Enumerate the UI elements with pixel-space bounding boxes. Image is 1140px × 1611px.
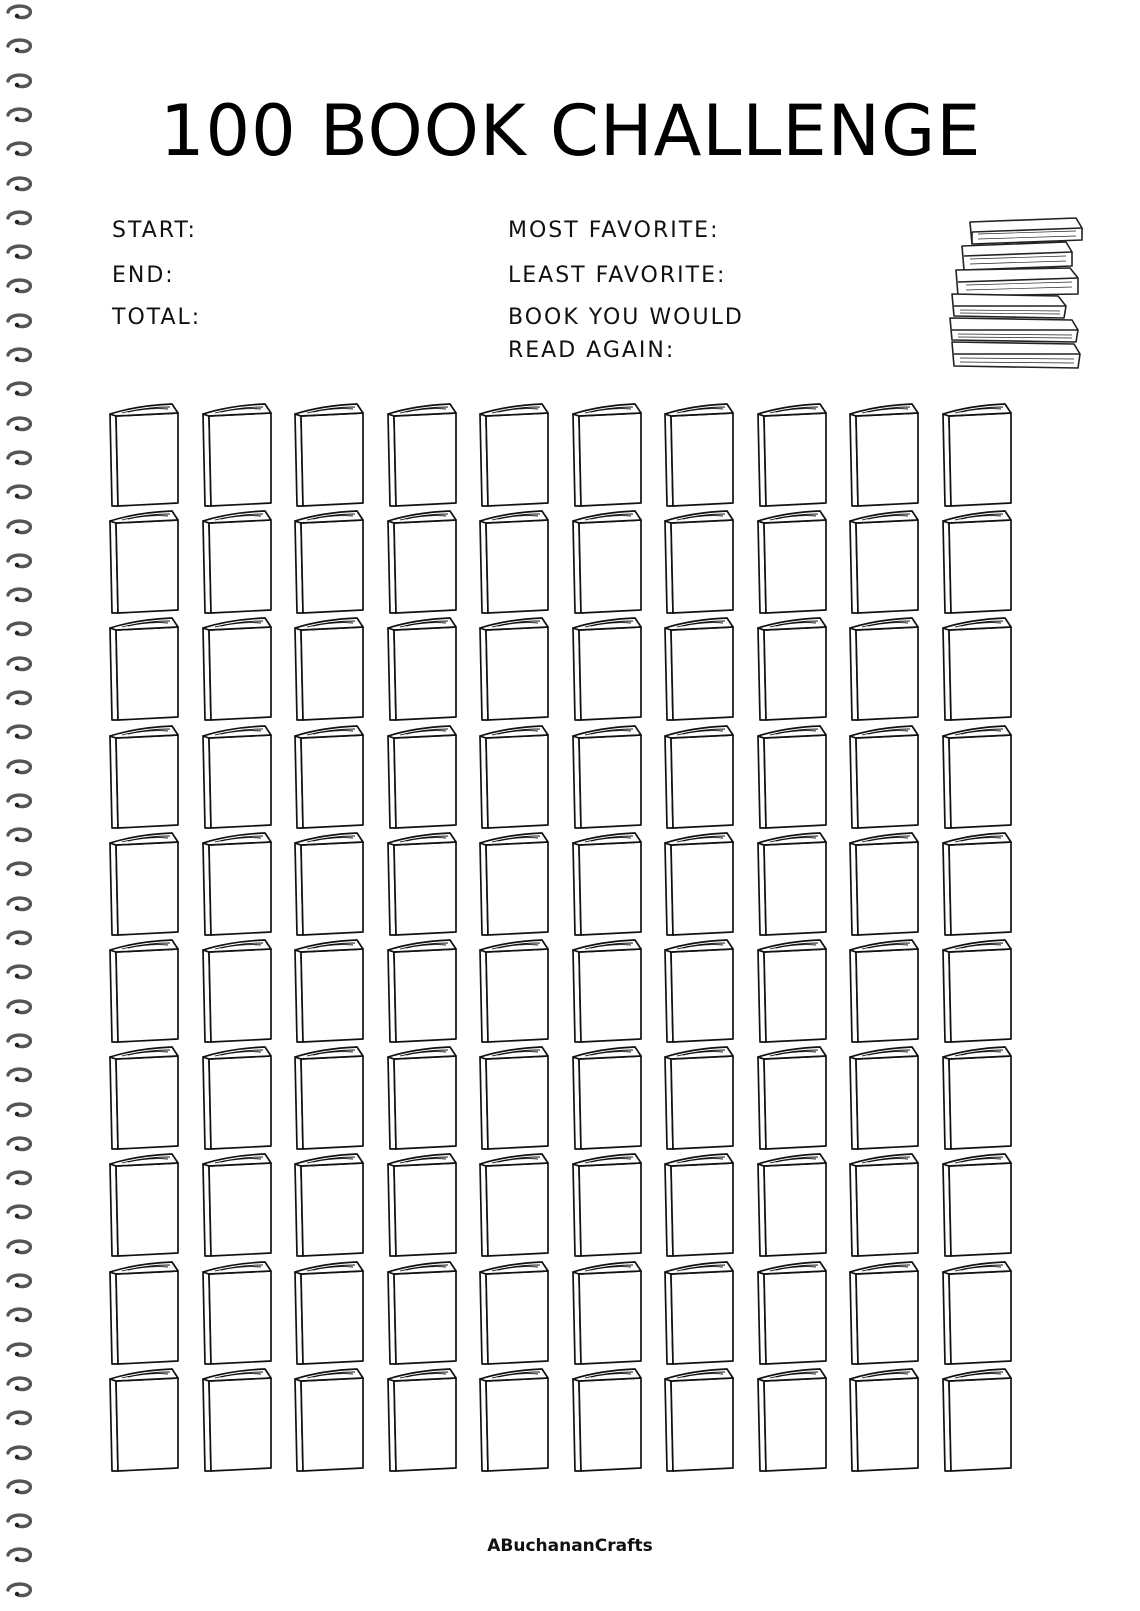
book-outline-icon <box>848 724 922 832</box>
spiral-ring-icon <box>6 1307 32 1323</box>
total-label: TOTAL: <box>112 305 202 330</box>
book-outline-icon <box>848 938 922 1046</box>
book-outline-icon <box>201 616 275 724</box>
book-outline-icon <box>663 1045 737 1153</box>
book-outline-icon <box>478 938 552 1046</box>
book-outline-icon <box>293 938 367 1046</box>
book-outline-icon <box>293 1367 367 1475</box>
book-outline-icon <box>293 1152 367 1260</box>
book-outline-icon <box>848 616 922 724</box>
spiral-ring-icon <box>6 450 32 466</box>
book-outline-icon <box>941 831 1015 939</box>
spiral-ring-icon <box>6 621 32 637</box>
read-again-label-line2: READ AGAIN: <box>508 338 676 363</box>
book-outline-icon <box>941 938 1015 1046</box>
book-outline-icon <box>293 616 367 724</box>
book-outline-icon <box>571 616 645 724</box>
book-tracker-grid <box>108 402 1048 1512</box>
book-outline-icon <box>756 509 830 617</box>
book-outline-icon <box>201 724 275 832</box>
book-outline-icon <box>386 1152 460 1260</box>
spiral-ring-icon <box>6 484 32 500</box>
spiral-ring-icon <box>6 1410 32 1426</box>
book-outline-icon <box>663 938 737 1046</box>
book-outline-icon <box>478 1367 552 1475</box>
book-outline-icon <box>571 831 645 939</box>
spiral-ring-icon <box>6 1445 32 1461</box>
book-outline-icon <box>941 1152 1015 1260</box>
book-outline-icon <box>386 1045 460 1153</box>
book-outline-icon <box>571 938 645 1046</box>
book-outline-icon <box>571 402 645 510</box>
book-outline-icon <box>571 1260 645 1368</box>
spiral-ring-icon <box>6 73 32 89</box>
book-outline-icon <box>848 1152 922 1260</box>
spiral-ring-icon <box>6 1273 32 1289</box>
least-favorite-label: LEAST FAVORITE: <box>508 263 727 288</box>
book-outline-icon <box>663 1260 737 1368</box>
spiral-ring-icon <box>6 1582 32 1598</box>
book-outline-icon <box>663 1152 737 1260</box>
book-outline-icon <box>571 509 645 617</box>
book-outline-icon <box>478 831 552 939</box>
book-outline-icon <box>756 938 830 1046</box>
book-outline-icon <box>848 509 922 617</box>
book-outline-icon <box>386 724 460 832</box>
book-outline-icon <box>108 724 182 832</box>
spiral-ring-icon <box>6 347 32 363</box>
book-outline-icon <box>663 509 737 617</box>
spiral-ring-icon <box>6 1513 32 1529</box>
book-outline-icon <box>941 1045 1015 1153</box>
footer-credit: ABuchananCrafts <box>487 1536 653 1556</box>
book-outline-icon <box>848 1260 922 1368</box>
book-outline-icon <box>108 831 182 939</box>
book-outline-icon <box>848 831 922 939</box>
book-outline-icon <box>108 1260 182 1368</box>
book-outline-icon <box>571 1152 645 1260</box>
spiral-ring-icon <box>6 861 32 877</box>
book-outline-icon <box>293 724 367 832</box>
spiral-ring-icon <box>6 964 32 980</box>
book-outline-icon <box>386 616 460 724</box>
spiral-ring-icon <box>6 1170 32 1186</box>
book-outline-icon <box>201 402 275 510</box>
book-outline-icon <box>201 1367 275 1475</box>
book-outline-icon <box>478 1152 552 1260</box>
book-outline-icon <box>478 1260 552 1368</box>
book-outline-icon <box>756 1152 830 1260</box>
book-outline-icon <box>941 724 1015 832</box>
book-outline-icon <box>386 509 460 617</box>
spiral-ring-icon <box>6 930 32 946</box>
book-outline-icon <box>293 1260 367 1368</box>
book-outline-icon <box>386 938 460 1046</box>
book-outline-icon <box>478 1045 552 1153</box>
spiral-ring-icon <box>6 553 32 569</box>
book-outline-icon <box>941 402 1015 510</box>
book-outline-icon <box>478 509 552 617</box>
spiral-ring-icon <box>6 656 32 672</box>
book-outline-icon <box>848 402 922 510</box>
book-outline-icon <box>386 1367 460 1475</box>
spiral-ring-icon <box>6 759 32 775</box>
spiral-binding <box>0 0 40 1611</box>
start-label: START: <box>112 218 197 243</box>
spiral-ring-icon <box>6 587 32 603</box>
book-outline-icon <box>386 831 460 939</box>
book-outline-icon <box>756 831 830 939</box>
book-outline-icon <box>756 402 830 510</box>
book-outline-icon <box>108 938 182 1046</box>
book-outline-icon <box>663 616 737 724</box>
spiral-ring-icon <box>6 141 32 157</box>
book-outline-icon <box>108 1152 182 1260</box>
book-outline-icon <box>386 1260 460 1368</box>
book-outline-icon <box>941 1260 1015 1368</box>
book-outline-icon <box>756 1045 830 1153</box>
book-outline-icon <box>941 509 1015 617</box>
spiral-ring-icon <box>6 210 32 226</box>
most-favorite-label: MOST FAVORITE: <box>508 218 720 243</box>
book-outline-icon <box>478 616 552 724</box>
spiral-ring-icon <box>6 1136 32 1152</box>
book-outline-icon <box>201 1045 275 1153</box>
spiral-ring-icon <box>6 176 32 192</box>
spiral-ring-icon <box>6 1204 32 1220</box>
spiral-ring-icon <box>6 38 32 54</box>
book-outline-icon <box>201 1152 275 1260</box>
spiral-ring-icon <box>6 793 32 809</box>
book-outline-icon <box>756 616 830 724</box>
book-outline-icon <box>201 938 275 1046</box>
book-outline-icon <box>663 831 737 939</box>
book-outline-icon <box>941 616 1015 724</box>
book-outline-icon <box>293 402 367 510</box>
spiral-ring-icon <box>6 416 32 432</box>
spiral-ring-icon <box>6 724 32 740</box>
spiral-ring-icon <box>6 519 32 535</box>
book-outline-icon <box>293 1045 367 1153</box>
book-outline-icon <box>663 1367 737 1475</box>
book-outline-icon <box>108 402 182 510</box>
spiral-ring-icon <box>6 1067 32 1083</box>
spiral-ring-icon <box>6 1102 32 1118</box>
book-outline-icon <box>663 724 737 832</box>
book-outline-icon <box>293 831 367 939</box>
book-outline-icon <box>571 1367 645 1475</box>
spiral-ring-icon <box>6 278 32 294</box>
book-outline-icon <box>201 1260 275 1368</box>
spiral-ring-icon <box>6 896 32 912</box>
book-outline-icon <box>201 831 275 939</box>
end-label: END: <box>112 263 175 288</box>
spiral-ring-icon <box>6 1239 32 1255</box>
book-outline-icon <box>663 402 737 510</box>
book-outline-icon <box>478 724 552 832</box>
spiral-ring-icon <box>6 381 32 397</box>
book-outline-icon <box>756 1367 830 1475</box>
read-again-label-line1: BOOK YOU WOULD <box>508 305 744 330</box>
book-outline-icon <box>848 1045 922 1153</box>
spiral-ring-icon <box>6 244 32 260</box>
book-outline-icon <box>386 402 460 510</box>
book-outline-icon <box>108 509 182 617</box>
book-outline-icon <box>756 724 830 832</box>
spiral-ring-icon <box>6 4 32 20</box>
spiral-ring-icon <box>6 999 32 1015</box>
book-outline-icon <box>108 1045 182 1153</box>
spiral-ring-icon <box>6 1479 32 1495</box>
book-outline-icon <box>756 1260 830 1368</box>
book-outline-icon <box>478 402 552 510</box>
book-outline-icon <box>571 1045 645 1153</box>
book-outline-icon <box>201 509 275 617</box>
book-outline-icon <box>108 1367 182 1475</box>
book-outline-icon <box>848 1367 922 1475</box>
page-title: 100 BOOK CHALLENGE <box>160 90 982 172</box>
book-stack-icon <box>948 214 1088 372</box>
spiral-ring-icon <box>6 1376 32 1392</box>
book-outline-icon <box>941 1367 1015 1475</box>
book-outline-icon <box>293 509 367 617</box>
spiral-ring-icon <box>6 313 32 329</box>
spiral-ring-icon <box>6 690 32 706</box>
spiral-ring-icon <box>6 107 32 123</box>
spiral-ring-icon <box>6 827 32 843</box>
book-outline-icon <box>108 616 182 724</box>
spiral-ring-icon <box>6 1033 32 1049</box>
book-outline-icon <box>571 724 645 832</box>
spiral-ring-icon <box>6 1342 32 1358</box>
